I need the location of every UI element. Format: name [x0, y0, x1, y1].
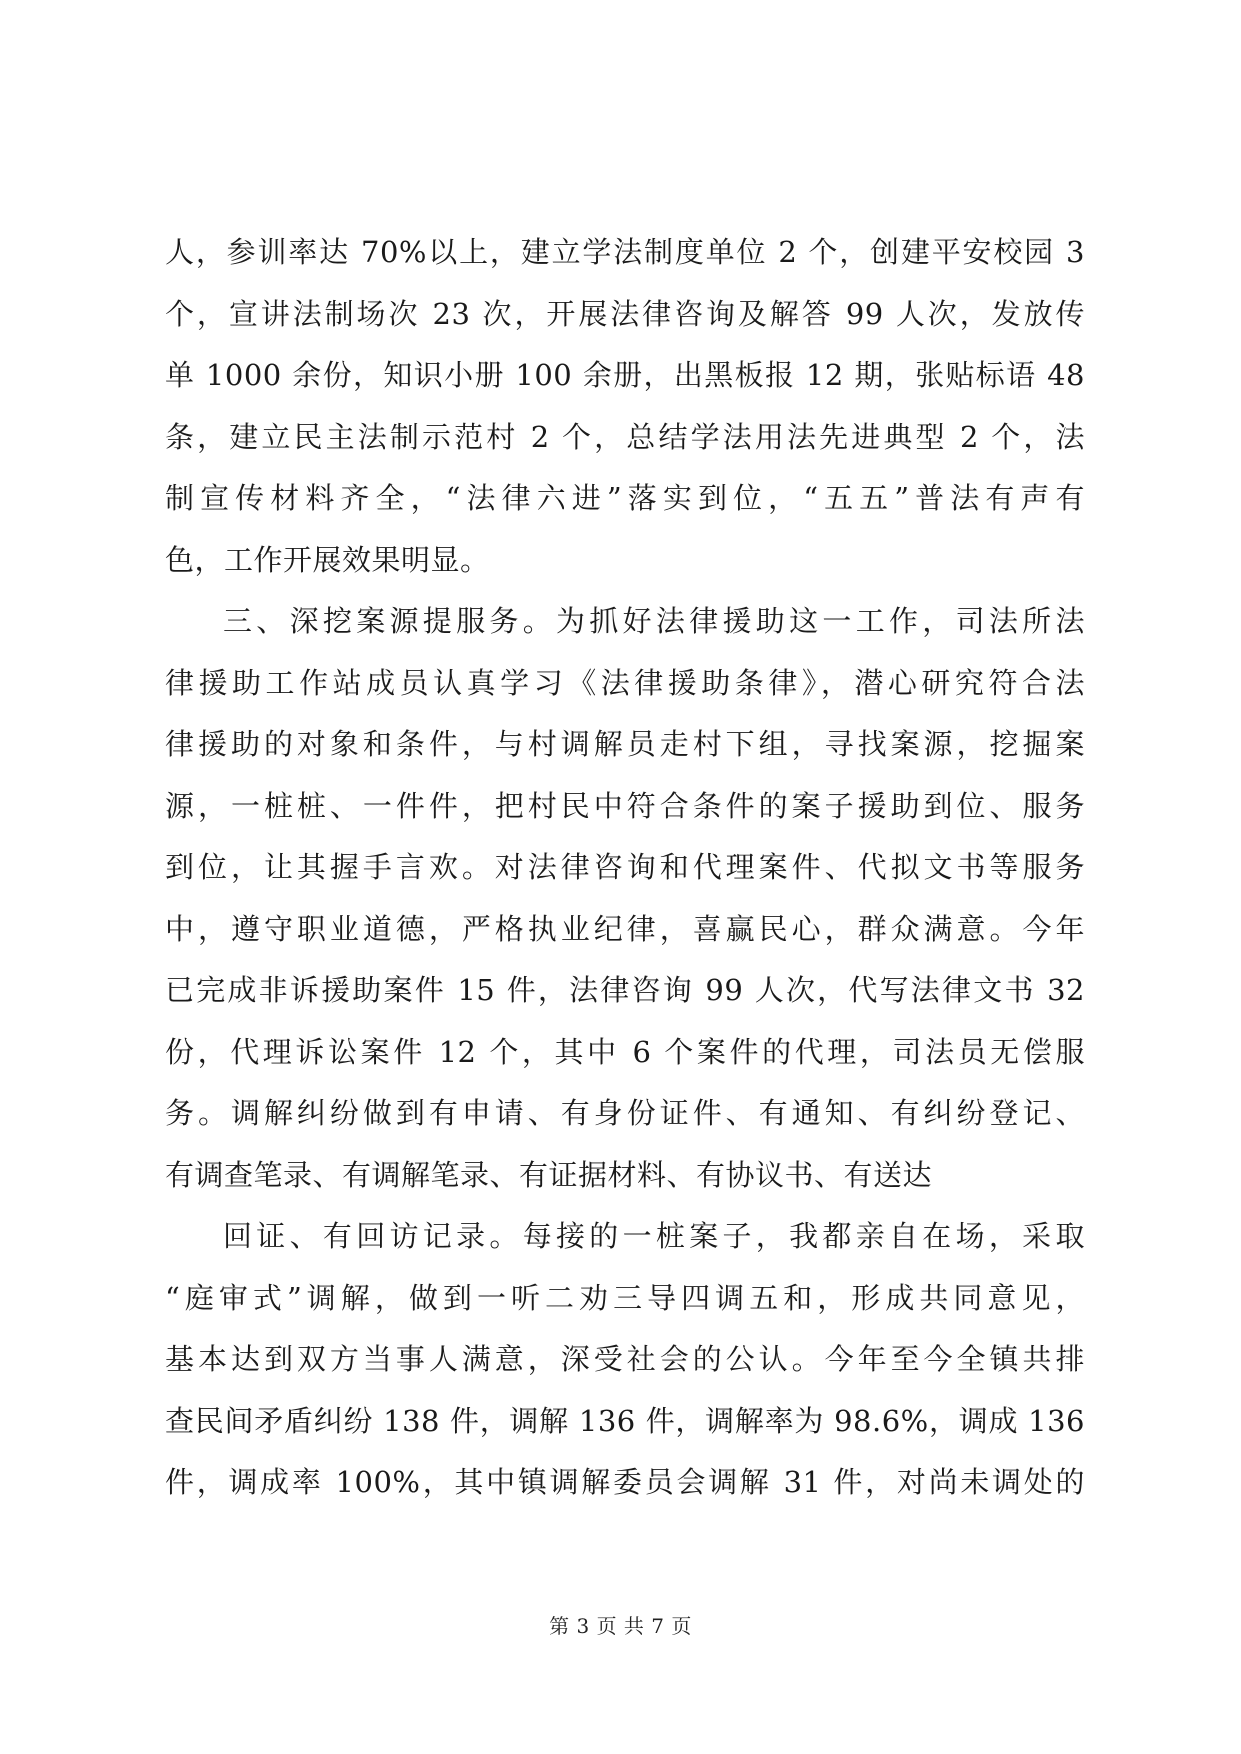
paragraph-start-line: 三、深挖案源提服务。为抓好法律援助这一工作，司法所法 — [223, 604, 1085, 638]
body-text — [165, 222, 1085, 1514]
text-line: 份，代理诉讼案件 12 个，其中 6 个案件的代理，司法员无偿服 — [165, 1034, 1085, 1069]
text-line: 律援助工作站成员认真学习《法律援助条律》，潜心研究符合法 — [165, 665, 1085, 700]
paragraph-start-line: 回证、有回访记录。每接的一桩案子，我都亲自在场，采取 — [223, 1219, 1085, 1253]
text-line: 件，调成率 100%，其中镇调解委员会调解 31 件，对尚未调处的 — [165, 1465, 1085, 1499]
text-line: 中，遵守职业道德，严格执业纪律，喜赢民心，群众满意。今年 — [165, 911, 1085, 946]
text-line: 制宣传材料齐全，“法律六进”落实到位，“五五”普法有声有 — [165, 481, 1085, 515]
text-line: 有调查笔录、有调解笔录、有证据材料、有协议书、有送达 — [165, 1157, 933, 1192]
text-line: 个，宣讲法制场次 23 次，开展法律咨询及解答 99 人次，发放传 — [165, 296, 1085, 331]
text-line: 色，工作开展效果明显。 — [165, 542, 490, 577]
text-line: 条，建立民主法制示范村 2 个，总结学法用法先进典型 2 个，法 — [165, 419, 1085, 454]
text-line: 务。调解纠纷做到有申请、有身份证件、有通知、有纠纷登记、 — [165, 1096, 1085, 1130]
page-footer — [0, 1610, 1241, 1639]
text-line: 单 1000 余份，知识小册 100 余册，出黑板报 12 期，张贴标语 48 — [165, 358, 1085, 392]
text-line: 律援助的对象和条件，与村调解员走村下组，寻找案源，挖掘案 — [165, 727, 1085, 761]
text-line: 基本达到双方当事人满意，深受社会的公认。今年至今全镇共排 — [165, 1342, 1085, 1376]
text-line: 到位，让其握手言欢。对法律咨询和代理案件、代拟文书等服务 — [165, 850, 1085, 884]
text-line: 源，一桩桩、一件件，把村民中符合条件的案子援助到位、服务 — [165, 788, 1085, 823]
text-line: 人，参训率达 70%以上，建立学法制度单位 2 个，创建平安校园 3 — [165, 235, 1085, 269]
text-line: 已完成非诉援助案件 15 件，法律咨询 99 人次，代写法律文书 32 — [165, 973, 1085, 1007]
page-number-label: 第 3 页 共 7 页 — [549, 1614, 692, 1638]
text-line: 查民间矛盾纠纷 138 件，调解 136 件，调解率为 98.6%，调成 136 — [165, 1403, 1085, 1438]
text-line: “庭审式”调解，做到一听二劝三导四调五和，形成共同意见， — [165, 1280, 1085, 1315]
